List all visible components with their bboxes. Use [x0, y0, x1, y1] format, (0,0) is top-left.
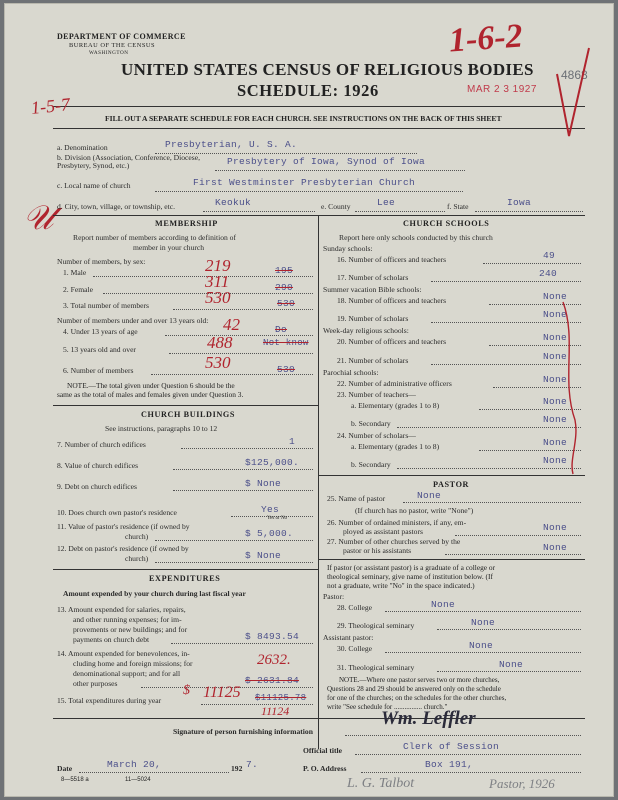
- buildings-title: CHURCH BUILDINGS: [141, 410, 235, 419]
- po-address-value: Box 191,: [425, 759, 474, 770]
- q18-label: 18. Number of officers and teachers: [337, 296, 447, 305]
- q12-value: $ None: [245, 550, 282, 561]
- q29-value: None: [471, 617, 496, 628]
- q23-label: 23. Number of teachers—: [337, 390, 416, 399]
- membership-note-2: same as the total of males and females given under Question 3.: [57, 390, 244, 399]
- separate-schedule-instruction: FILL OUT A SEPARATE SCHEDULE FOR EACH CHURCH. SEE INSTRUCTIONS ON THE BACK OF THIS SHEET: [105, 114, 502, 123]
- q9-line: [173, 490, 313, 491]
- q10-value: Yes: [261, 504, 280, 515]
- signature-label: Signature of person furnishing information: [173, 727, 313, 736]
- q9-value: $ None: [245, 478, 282, 489]
- handwritten-u-mark: 𝒰: [23, 200, 54, 237]
- official-title-value: Clerk of Session: [403, 741, 500, 752]
- buildings-intro: See instructions, paragraphs 10 to 12: [105, 424, 218, 433]
- check-mark-icon: [553, 44, 593, 144]
- weekday-schools-label: Week-day religious schools:: [323, 326, 409, 335]
- q24b-label: b. Secondary: [351, 460, 391, 469]
- q2-typed-value: 290: [275, 282, 294, 293]
- schedule-title: SCHEDULE: 1926: [237, 81, 379, 100]
- q20-label: 20. Number of officers and teachers: [337, 337, 447, 346]
- denomination-label: a. Denomination: [57, 143, 108, 152]
- expenditures-title: EXPENDITURES: [149, 574, 221, 583]
- pencil-pastor-note: Pastor, 1926: [489, 776, 555, 791]
- dollar-mark-icon: [181, 680, 195, 698]
- q29-label: 29. Theological seminary: [337, 621, 415, 630]
- city-field-label: d. City, town, village, or township, etc.: [57, 202, 176, 211]
- footer-rule: [53, 718, 585, 719]
- received-date-stamp: MAR 2 3 1927: [467, 84, 537, 95]
- q1-typed-value: 195: [275, 265, 294, 276]
- official-title-line: [355, 754, 581, 755]
- q14-label-2: cluding home and foreign missions; for: [73, 659, 193, 668]
- city-label: WASHINGTON: [89, 50, 129, 56]
- q19-value: None: [543, 309, 568, 320]
- q14-hand-value: 2632.: [257, 652, 291, 668]
- q13-value: $ 8493.54: [245, 631, 300, 642]
- q25-label: 25. Name of pastor: [327, 494, 386, 503]
- q6-hand-value: 530: [205, 353, 231, 372]
- q5-label: 5. 13 years old and over: [63, 345, 136, 354]
- q28-value: None: [431, 599, 456, 610]
- local-name-line: [155, 191, 463, 192]
- q13-line: [171, 643, 313, 644]
- membership-intro-2: member in your church: [133, 243, 205, 252]
- year-suffix: 7.: [246, 759, 259, 770]
- schools-intro: Report here only schools conducted by this church: [339, 233, 493, 242]
- q24a-value: None: [543, 437, 568, 448]
- sunday-schools-label: Sunday schools:: [323, 244, 373, 253]
- division-line: [215, 170, 465, 171]
- q3-hand-value: 530: [205, 288, 231, 307]
- date-value: March 20,: [107, 759, 162, 770]
- section-rule-main: [53, 215, 585, 216]
- q26-value: None: [543, 522, 568, 533]
- membership-title: MEMBERSHIP: [155, 219, 218, 228]
- q4-label: 4. Under 13 years of age: [63, 327, 138, 336]
- q6-label: 6. Number of members: [63, 366, 134, 375]
- assistant-education-label: Assistant pastor:: [323, 633, 374, 642]
- q15-line: [201, 704, 313, 705]
- q22-value: None: [543, 374, 568, 385]
- membership-intro-1: Report number of members according to definition of: [73, 233, 237, 242]
- q3-label: 3. Total number of members: [63, 301, 150, 310]
- q21-value: None: [543, 351, 568, 362]
- q30-label: 30. College: [337, 644, 373, 653]
- q27-label-2: pastor or his assistants: [343, 546, 412, 555]
- membership-note-1: NOTE.—The total given under Question 6 should be the: [67, 381, 235, 390]
- q15-label: 15. Total expenditures during year: [57, 696, 162, 705]
- q7-line: [181, 448, 313, 449]
- form-number-stamp: 4868: [561, 68, 588, 82]
- q2-hand-value: 311: [205, 272, 230, 291]
- q30-value: None: [469, 640, 494, 651]
- q8-value: $125,000.: [245, 457, 300, 468]
- q30-line: [385, 652, 581, 653]
- q28-line: [385, 611, 581, 612]
- q20-value: None: [543, 332, 568, 343]
- form-number-1: 8—5518 a: [61, 777, 89, 783]
- q15-hand-under: 11124: [261, 704, 290, 718]
- q6-typed-value: 530: [277, 364, 296, 375]
- q3-typed-value: 530: [277, 298, 296, 309]
- svg-text:$: $: [183, 683, 190, 698]
- q31-value: None: [499, 659, 524, 670]
- local-name-value: First Westminster Presbyterian Church: [193, 177, 416, 188]
- state-label: f. State: [447, 202, 469, 211]
- q23b-line: [397, 427, 581, 428]
- pastor-note-2: Questions 28 and 29 should be answered only on the schedule: [327, 685, 501, 693]
- q13-label-3: provements or new buildings; and for: [73, 625, 188, 634]
- members-by-sex-label: Number of members, by sex:: [57, 257, 146, 266]
- q24b-value: None: [543, 455, 568, 466]
- date-line: [79, 772, 229, 773]
- form-title: UNITED STATES CENSUS OF RELIGIOUS BODIES: [121, 60, 534, 79]
- division-value: Presbytery of Iowa, Synod of Iowa: [227, 156, 426, 167]
- q10-hint: Yes or No: [267, 516, 288, 521]
- q19-label: 19. Number of scholars: [337, 314, 409, 323]
- q8-line: [173, 469, 313, 470]
- handwritten-code-top: 1-6-2: [447, 17, 524, 60]
- q11-label-2: church): [125, 532, 149, 541]
- q31-line: [437, 671, 581, 672]
- division-label: b. Division (Association, Conference, Diocese, Presbytery, Synod, etc.): [57, 153, 200, 170]
- po-address-label: P. O. Address: [303, 764, 347, 773]
- q14-label-3: denominational support; and for all: [73, 669, 181, 678]
- q11-value: $ 5,000.: [245, 528, 294, 539]
- date-label: Date: [57, 764, 73, 773]
- q15-typed-value: $11125.78: [255, 693, 307, 703]
- q7-label: 7. Number of church edifices: [57, 440, 146, 449]
- q25-hint: (If church has no pastor, write "None"): [355, 506, 474, 515]
- q26-label-1: 26. Number of ordained ministers, if any, em-: [327, 518, 467, 527]
- department-label: DEPARTMENT OF COMMERCE: [57, 32, 186, 41]
- q16-value: 49: [543, 250, 556, 261]
- census-schedule-sheet: [4, 3, 614, 797]
- q31-label: 31. Theological seminary: [337, 663, 415, 672]
- q16-label: 16. Number of officers and teachers: [337, 255, 447, 264]
- q24a-label: a. Elementary (grades 1 to 8): [351, 442, 440, 451]
- signature-handwriting: Wm. Leffler: [381, 708, 476, 729]
- q14-label-1: 14. Amount expended for benevolences, in-: [57, 649, 190, 658]
- q1-label: 1. Male: [63, 268, 87, 277]
- q15-hand-value: 11125: [203, 684, 241, 701]
- q17-label: 17. Number of scholars: [337, 273, 409, 282]
- q11-line: [155, 540, 313, 541]
- education-instruction-1: If pastor (or assistant pastor) is a graduate of a college or: [327, 563, 496, 572]
- q13-label-2: and other running expenses; for im-: [73, 615, 182, 624]
- q23a-label: a. Elementary (grades 1 to 8): [351, 401, 440, 410]
- pastor-note-3: for one of the churches; on the schedules for the other churches,: [327, 694, 507, 702]
- bureau-label: BUREAU OF THE CENSUS: [69, 42, 156, 49]
- q24-label: 24. Number of scholars—: [337, 431, 416, 440]
- q7-value: 1: [289, 436, 296, 447]
- city-value: Keokuk: [215, 197, 252, 208]
- q21-label: 21. Number of scholars: [337, 356, 409, 365]
- pastor-title: PASTOR: [433, 480, 470, 489]
- q18-value: None: [543, 291, 568, 302]
- q16-line: [483, 263, 581, 264]
- q9-label: 9. Debt on church edifices: [57, 482, 137, 491]
- handwritten-code-left: 1-5-7: [30, 94, 71, 118]
- q26-label-2: ployed as assistant pastors: [343, 527, 423, 536]
- q13-label-4: payments on church debt: [73, 635, 150, 644]
- header-rule-bottom: [53, 128, 585, 129]
- pencil-pastor-name: L. G. Talbot: [347, 776, 415, 791]
- q5-typed-value: Not know: [263, 338, 309, 348]
- q12-line: [155, 562, 313, 563]
- q25-value: None: [417, 490, 442, 501]
- q22-label: 22. Number of administrative officers: [337, 379, 452, 388]
- parochial-schools-label: Parochial schools:: [323, 368, 379, 377]
- county-value: Lee: [377, 197, 396, 208]
- q23a-value: None: [543, 396, 568, 407]
- education-rule: [318, 559, 585, 560]
- q24b-line: [397, 468, 581, 469]
- q23b-value: None: [543, 414, 568, 425]
- q8-label: 8. Value of church edifices: [57, 461, 139, 470]
- pastor-note-1: NOTE.—Where one pastor serves two or more churches,: [339, 676, 500, 684]
- members-age-label: Number of members under and over 13 years old:: [57, 316, 209, 325]
- pastor-education-label: Pastor:: [323, 592, 345, 601]
- q1-line: [93, 276, 313, 277]
- q26-line: [455, 535, 581, 536]
- q4-typed-value: Do: [275, 324, 288, 335]
- official-title-label: Official title: [303, 746, 343, 755]
- q14-label-4: other purposes: [73, 679, 118, 688]
- q29-line: [437, 629, 581, 630]
- form-number-2: 11—5024: [125, 777, 151, 783]
- q12-label-2: church): [125, 554, 149, 563]
- expenditures-rule: [53, 569, 318, 570]
- red-margin-bracket-icon: [559, 300, 581, 476]
- q17-line: [431, 281, 581, 282]
- pastor-note-4: write "See schedule for ................ church.": [327, 703, 448, 711]
- q27-value: None: [543, 542, 568, 553]
- denomination-value: Presbyterian, U. S. A.: [165, 139, 298, 150]
- header-rule-top: [53, 106, 585, 107]
- q28-label: 28. College: [337, 603, 373, 612]
- q13-label-1: 13. Amount expended for salaries, repairs,: [57, 605, 186, 614]
- q23b-label: b. Secondary: [351, 419, 391, 428]
- q25-line: [403, 502, 581, 503]
- pastor-rule: [318, 475, 585, 476]
- q14-typed-value: $ 2631.84: [245, 675, 300, 686]
- q5-hand-value: 488: [207, 333, 233, 352]
- education-instruction-2: theological seminary, give name of institution below. (If: [327, 572, 493, 581]
- q27-label-1: 27. Number of other churches served by the: [327, 537, 461, 546]
- q11-label-1: 11. Value of pastor's residence (if owned by: [57, 522, 190, 531]
- q27-line: [445, 554, 581, 555]
- q4-line: [165, 335, 313, 336]
- q17-value: 240: [539, 268, 558, 279]
- q10-label: 10. Does church own pastor's residence: [57, 508, 177, 517]
- city-line: [203, 211, 315, 212]
- year-prefix: 192: [231, 764, 243, 773]
- signature-line: [345, 735, 581, 736]
- buildings-rule: [53, 405, 318, 406]
- schools-title: CHURCH SCHOOLS: [403, 219, 490, 228]
- po-address-line: [361, 772, 581, 773]
- q4-hand-value: 42: [223, 315, 240, 334]
- county-line: [355, 211, 445, 212]
- q2-label: 2. Female: [63, 285, 93, 294]
- q5-line: [169, 353, 313, 354]
- state-value: Iowa: [507, 197, 532, 208]
- q3-line: [173, 309, 313, 310]
- column-divider: [318, 215, 319, 749]
- q1-hand-value: 219: [205, 256, 231, 275]
- state-line: [475, 211, 583, 212]
- q12-label-1: 12. Debt on pastor's residence (if owned by: [57, 544, 189, 553]
- expenditures-intro: Amount expended by your church during last fiscal year: [63, 589, 246, 598]
- county-label: e. County: [321, 202, 351, 211]
- education-instruction-3: not a graduate, write "No" in the space indicated.): [327, 581, 475, 590]
- local-name-label: c. Local name of church: [57, 181, 131, 190]
- summer-schools-label: Summer vacation Bible schools:: [323, 285, 422, 294]
